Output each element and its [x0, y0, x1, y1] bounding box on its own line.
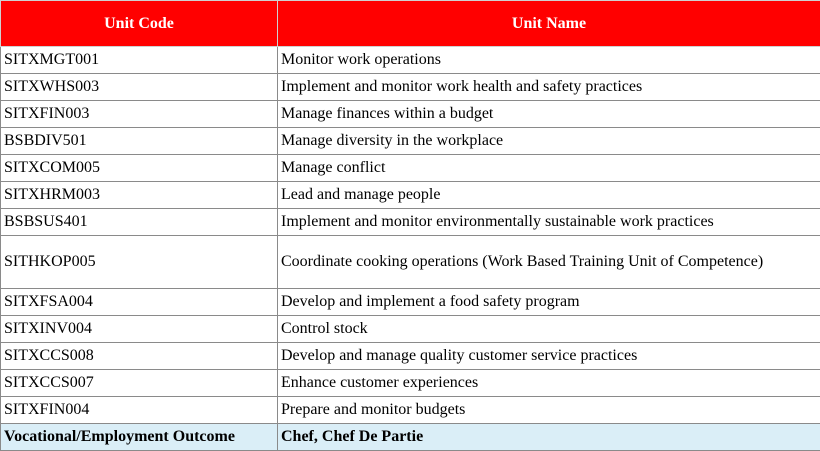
table-row	[1, 370, 820, 397]
unit-name-cell: Implement and monitor work health and safety practices	[278, 74, 820, 101]
unit-code-cell: SITXINV004	[1, 316, 278, 343]
table-row	[1, 397, 820, 424]
table-row	[1, 236, 820, 289]
table-row	[1, 74, 820, 101]
unit-name-cell: Control stock	[278, 316, 820, 343]
unit-code-cell: SITXFSA004	[1, 289, 278, 316]
unit-code-cell: SITXCCS008	[1, 343, 278, 370]
unit-code-cell: SITXCOM005	[1, 155, 278, 182]
unit-name-cell: Monitor work operations	[278, 47, 820, 74]
table-footer	[1, 424, 820, 451]
unit-name-header: Unit Name	[278, 1, 820, 47]
unit-code-cell: SITXWHS003	[1, 74, 278, 101]
unit-code-cell: SITXMGT001	[1, 47, 278, 74]
unit-code-cell: BSBSUS401	[1, 209, 278, 236]
unit-name-cell: Prepare and monitor budgets	[278, 397, 820, 424]
unit-code-cell: SITXCCS007	[1, 370, 278, 397]
unit-name-cell: Manage diversity in the workplace	[278, 128, 820, 155]
unit-code-cell: BSBDIV501	[1, 128, 278, 155]
unit-code-header: Unit Code	[1, 1, 278, 47]
table-row	[1, 47, 820, 74]
unit-name-cell: Manage finances within a budget	[278, 101, 820, 128]
unit-code-cell: SITHKOP005	[1, 236, 278, 289]
outcome-value: Chef, Chef De Partie	[278, 424, 820, 451]
table-row	[1, 182, 820, 209]
unit-code-cell: SITXFIN003	[1, 101, 278, 128]
outcome-row	[1, 424, 820, 451]
unit-name-cell: Implement and monitor environmentally sustainable work practices	[278, 209, 820, 236]
table-row	[1, 128, 820, 155]
table-row	[1, 101, 820, 128]
unit-code-cell: SITXHRM003	[1, 182, 278, 209]
header-row	[1, 1, 820, 47]
table-row	[1, 316, 820, 343]
table-header	[1, 1, 820, 47]
unit-name-cell: Develop and implement a food safety program	[278, 289, 820, 316]
table-row	[1, 289, 820, 316]
table-row	[1, 343, 820, 370]
unit-name-cell: Manage conflict	[278, 155, 820, 182]
table-row	[1, 155, 820, 182]
table-row	[1, 209, 820, 236]
unit-name-cell: Develop and manage quality customer service practices	[278, 343, 820, 370]
unit-code-cell: SITXFIN004	[1, 397, 278, 424]
unit-name-cell: Enhance customer experiences	[278, 370, 820, 397]
unit-name-cell: Coordinate cooking operations (Work Based Training Unit of Competence)	[278, 236, 820, 289]
table-body	[1, 47, 820, 424]
outcome-label: Vocational/Employment Outcome	[1, 424, 278, 451]
unit-name-cell: Lead and manage people	[278, 182, 820, 209]
